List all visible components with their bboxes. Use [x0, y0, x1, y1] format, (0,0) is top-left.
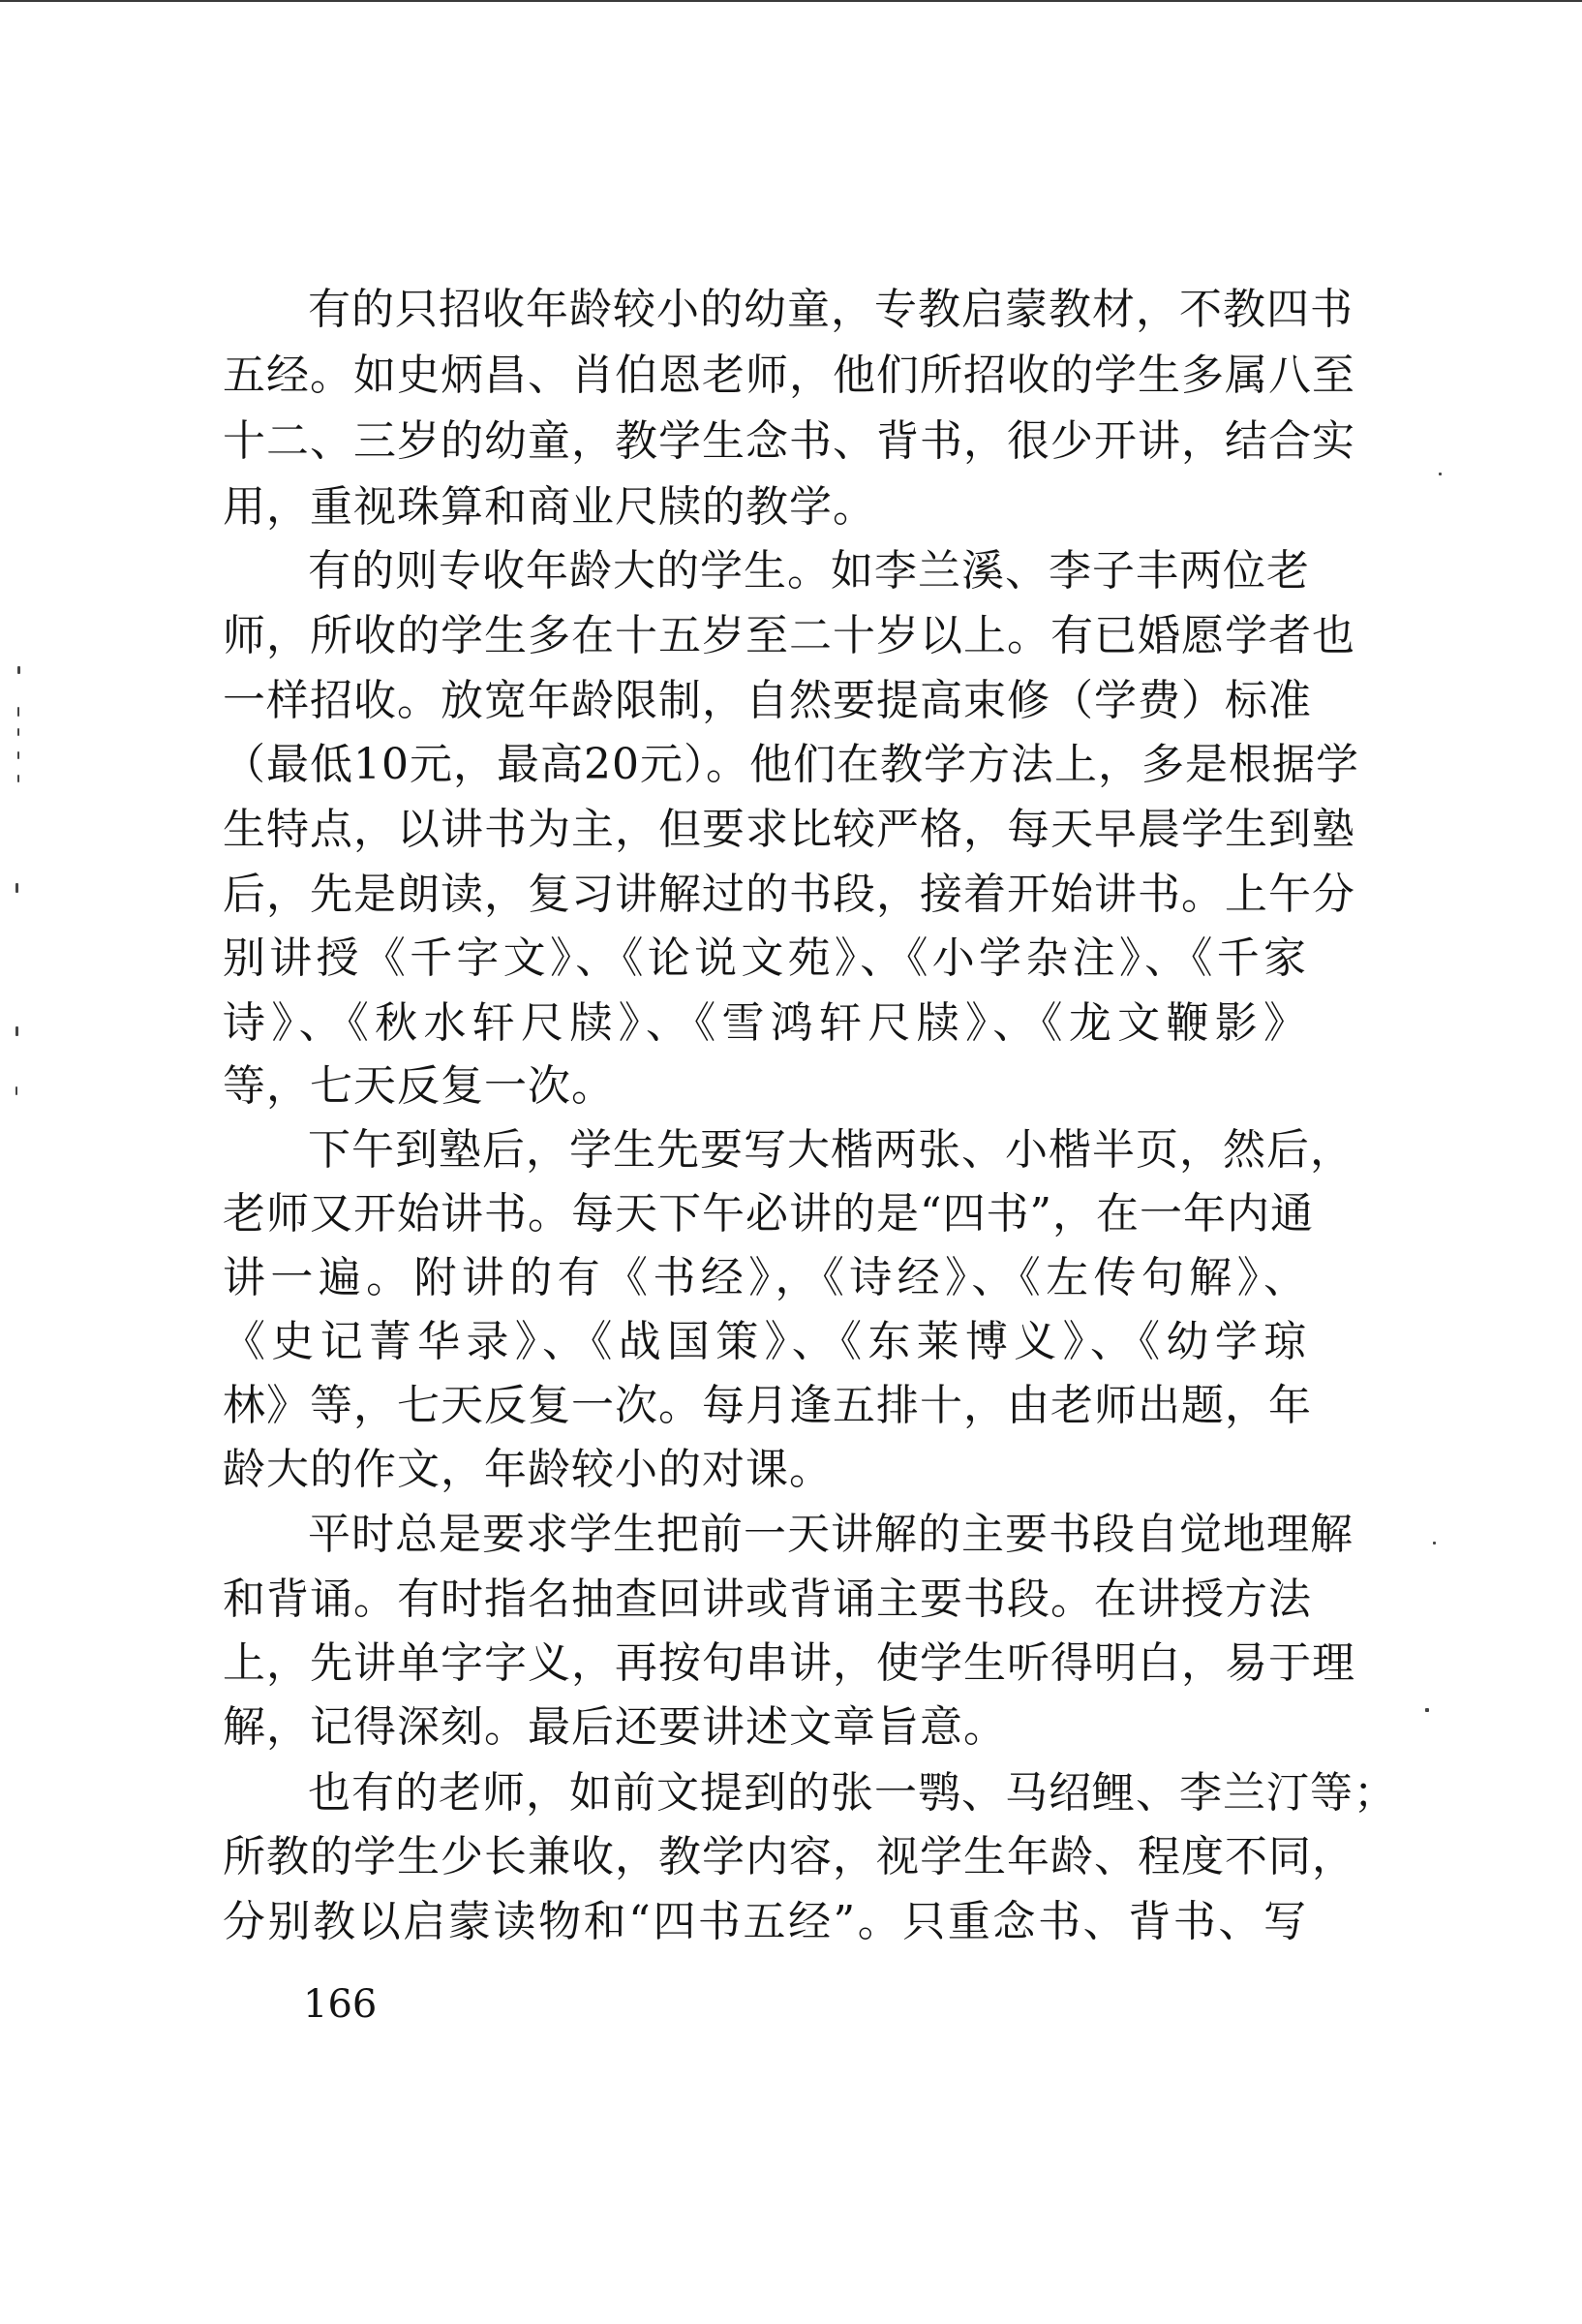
text-line: 所教的学生少长兼收，教学内容，视学生年龄、程度不同，	[223, 1832, 1355, 1881]
text-line: 诗》、《秋水轩尺牍》、《雪鸿轩尺牍》、《龙文鞭影》	[223, 998, 1307, 1048]
text-line: 解，记得深刻。最后还要讲述文章旨意。	[223, 1702, 1007, 1752]
text-line: 上，先讲单字字义，再按句串讲，使学生听得明白，易于理	[223, 1638, 1355, 1688]
text-line: 生特点，以讲书为主，但要求比较严格，每天早晨学生到塾	[223, 805, 1355, 854]
scan-speck	[15, 1086, 17, 1095]
scan-speck	[15, 1026, 18, 1036]
text-line: （最低10元，最高20元）。他们在教学方法上，多是根据学	[223, 740, 1359, 789]
text-line: 有的则专收年龄大的学生。如李兰溪、李子丰两位老	[308, 546, 1310, 596]
scan-speck	[17, 707, 19, 717]
text-line: 老师又开始讲书。每天下午必讲的是“四书”，在一年内通	[223, 1189, 1314, 1238]
scan-speck	[15, 883, 18, 893]
text-line: 有的只招收年龄较小的幼童，专教启蒙教材，不教四书	[308, 285, 1354, 334]
text-line: 一样招收。放宽年龄限制，自然要提高束修（学费）标准	[223, 676, 1312, 725]
scan-speck	[1433, 1542, 1436, 1544]
text-line: 和背诵。有时指名抽查回讲或背诵主要书段。在讲授方法	[223, 1575, 1312, 1624]
text-line: 后，先是朗读，复习讲解过的书段，接着开始讲书。上午分	[223, 870, 1355, 919]
scan-speck	[17, 666, 20, 674]
scan-speck	[1439, 473, 1442, 475]
page-number: 166	[303, 1982, 378, 2027]
text-line: 平时总是要求学生把前一天讲解的主要书段自觉地理解	[308, 1510, 1354, 1559]
scan-speck	[17, 751, 19, 759]
text-line: 别讲授《千字文》、《论说文苑》、《小学杂注》、《千家	[223, 933, 1307, 983]
text-line: 等，七天反复一次。	[223, 1061, 615, 1111]
scan-speck	[1425, 1708, 1429, 1712]
scan-speck	[17, 775, 19, 782]
text-line: 五经。如史炳昌、肖伯恩老师，他们所招收的学生多属八至	[223, 351, 1355, 400]
text-line: 龄大的作文，年龄较小的对课。	[223, 1445, 833, 1494]
text-line: 用，重视珠算和商业尺牍的教学。	[223, 482, 876, 532]
text-line: 讲一遍。附讲的有《书经》，《诗经》、《左传句解》、	[223, 1253, 1307, 1302]
text-line: 下午到塾后，学生先要写大楷两张、小楷半页，然后，	[308, 1125, 1354, 1175]
scan-speck	[17, 728, 19, 736]
text-line: 分别教以启蒙读物和“四书五经”。只重念书、背书、写	[223, 1897, 1307, 1946]
text-line: 师，所收的学生多在十五岁至二十岁以上。有已婚愿学者也	[223, 611, 1355, 660]
text-line: 林》等，七天反复一次。每月逢五排十，由老师出题，年	[223, 1381, 1312, 1430]
text-line: 也有的老师，如前文提到的张一鹗、马绍鲤、李兰汀等；	[308, 1768, 1397, 1818]
text-line: 十二、三岁的幼童，教学生念书、背书，很少开讲，结合实	[223, 416, 1355, 466]
text-line: 《史记菁华录》、《战国策》、《东莱博义》、《幼学琼	[223, 1317, 1307, 1366]
